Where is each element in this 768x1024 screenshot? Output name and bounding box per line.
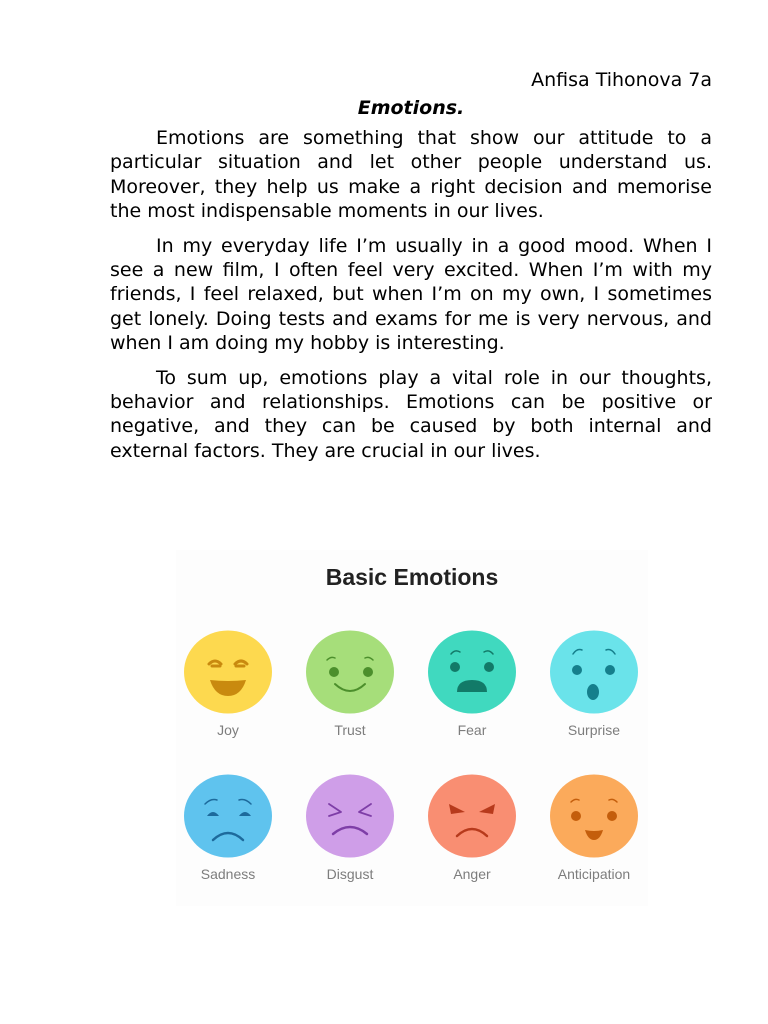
emotion-sadness	[173, 774, 283, 882]
essay-title: Emotions.	[357, 97, 465, 119]
emotion-trust	[295, 630, 405, 738]
infographic-title: Basic Emotions	[325, 564, 499, 590]
anticipation-face-icon	[549, 774, 639, 858]
emotion-label: Anticipation	[557, 866, 631, 882]
emotion-label: Joy	[217, 722, 239, 738]
anger-face-icon	[427, 774, 517, 858]
emotion-label: Sadness	[200, 866, 256, 882]
author-line: Anfisa Tihonova 7a	[531, 69, 712, 91]
emotion-anger	[417, 774, 527, 882]
emotion-label: Anger	[453, 866, 491, 882]
emotion-label: Disgust	[326, 866, 374, 882]
emotion-label: Fear	[457, 722, 487, 738]
basic-emotions-infographic	[176, 550, 648, 906]
document-body	[110, 66, 712, 473]
emotion-joy	[173, 630, 283, 738]
emotion-label: Trust	[334, 722, 366, 738]
paragraph-conclusion: To sum up, emotions play a vital role in our thoughts, behavior and relationships. Emotions can be positive or negative, and they can be caused by both internal and external factors. They are crucial in our lives.	[110, 366, 712, 462]
surprise-face-icon	[549, 630, 639, 714]
paragraph-body: In my everyday life I’m usually in a good mood. When I see a new film, I often feel very excited. When I’m with my friends, I feel relaxed, but when I’m on my own, I sometimes get lonely. Doing tests and exams for me is very nervous, and when I am doing my hobby is interesting.	[110, 234, 712, 355]
emotion-surprise	[539, 630, 649, 738]
paragraph-intro: Emotions are something that show our attitude to a particular situation and let other people understand us. Moreover, they help us make a right decision and memorise the most indispensable moments in our lives.	[110, 127, 712, 223]
emotion-disgust	[295, 774, 405, 882]
sadness-face-icon	[183, 774, 273, 858]
joy-face-icon	[183, 630, 273, 714]
fear-face-icon	[427, 630, 517, 714]
emotion-label: Surprise	[567, 722, 621, 738]
emotion-anticipation	[539, 774, 649, 882]
disgust-face-icon	[305, 774, 395, 858]
trust-face-icon	[305, 630, 395, 714]
emotion-fear	[417, 630, 527, 738]
